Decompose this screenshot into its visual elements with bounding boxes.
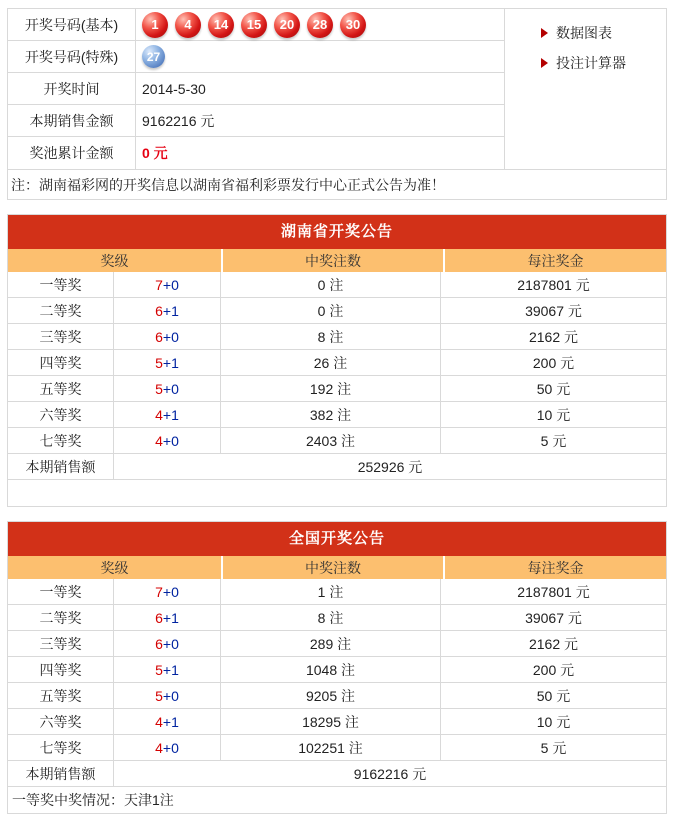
national-table-title: 全国开奖公告 bbox=[8, 522, 666, 556]
combo-plus: +0 bbox=[162, 687, 179, 704]
combo-main: 7 bbox=[155, 276, 163, 293]
combo-plus: +1 bbox=[162, 713, 179, 730]
table-row bbox=[8, 402, 666, 428]
combo-plus: +0 bbox=[162, 635, 179, 652]
combo-main: 4 bbox=[155, 432, 163, 449]
grade-cell: 七等奖 bbox=[8, 735, 114, 760]
sales-amount-label: 本期销售金额 bbox=[8, 105, 136, 136]
combo-cell bbox=[114, 298, 221, 323]
combo-cell bbox=[114, 709, 221, 734]
prize-cell: 200 元 bbox=[532, 661, 575, 678]
grade-cell: 五等奖 bbox=[8, 683, 114, 708]
prize-cell: 2162 元 bbox=[528, 635, 579, 652]
grade-cell: 三等奖 bbox=[8, 631, 114, 656]
red-arrow-icon bbox=[541, 28, 548, 38]
prize-cell: 5 元 bbox=[540, 739, 567, 756]
combo-plus: +1 bbox=[162, 609, 179, 626]
lottery-ball-basic: 20 bbox=[274, 12, 300, 38]
grade-cell: 五等奖 bbox=[8, 376, 114, 401]
data-charts-link[interactable] bbox=[505, 18, 666, 48]
combo-plus: +0 bbox=[162, 276, 179, 293]
column-header-grade: 奖级 bbox=[8, 249, 221, 272]
national-sales-total-row bbox=[8, 761, 666, 787]
draw-info-table bbox=[8, 9, 505, 169]
data-charts-link-label: 数据图表 bbox=[556, 25, 612, 41]
sales-total-label: 本期销售额 bbox=[8, 761, 114, 786]
sales-amount-row bbox=[8, 105, 504, 137]
basic-numbers-row bbox=[8, 9, 504, 41]
table-row bbox=[8, 683, 666, 709]
combo-cell bbox=[114, 605, 221, 630]
count-cell: 8 注 bbox=[221, 324, 441, 349]
combo-plus: +1 bbox=[162, 354, 179, 371]
combo-cell bbox=[114, 428, 221, 453]
count-cell: 382 注 bbox=[221, 402, 441, 427]
prize-cell: 2187801 元 bbox=[517, 276, 590, 293]
table-row bbox=[8, 298, 666, 324]
combo-main: 7 bbox=[155, 583, 163, 600]
table-row bbox=[8, 272, 666, 298]
column-header-count: 中奖注数 bbox=[223, 556, 443, 579]
count-cell: 26 注 bbox=[221, 350, 441, 375]
combo-main: 5 bbox=[155, 380, 163, 397]
hunan-prize-table bbox=[7, 214, 667, 507]
combo-plus: +0 bbox=[162, 739, 179, 756]
lottery-ball-basic: 30 bbox=[340, 12, 366, 38]
combo-plus: +1 bbox=[162, 302, 179, 319]
table-row bbox=[8, 631, 666, 657]
count-cell: 8 注 bbox=[221, 605, 441, 630]
combo-plus: +0 bbox=[162, 432, 179, 449]
prize-pool-label: 奖池累计金额 bbox=[8, 137, 136, 169]
prize-pool-value: 0 元 bbox=[142, 145, 168, 161]
sales-total-value: 252926 元 bbox=[357, 458, 423, 475]
grade-cell: 一等奖 bbox=[8, 579, 114, 604]
table-row bbox=[8, 376, 666, 402]
count-cell: 2403 注 bbox=[221, 428, 441, 453]
special-number-balls bbox=[136, 41, 504, 72]
draw-time-row bbox=[8, 73, 504, 105]
sales-total-label: 本期销售额 bbox=[8, 454, 114, 479]
table-row bbox=[8, 324, 666, 350]
combo-cell bbox=[114, 324, 221, 349]
count-cell: 1048 注 bbox=[221, 657, 441, 682]
combo-main: 4 bbox=[155, 739, 163, 756]
lottery-ball-special: 27 bbox=[142, 45, 165, 68]
table-row bbox=[8, 709, 666, 735]
basic-numbers-label: 开奖号码(基本) bbox=[8, 9, 136, 40]
column-header-prize: 每注奖金 bbox=[445, 249, 666, 272]
combo-main: 4 bbox=[155, 713, 163, 730]
count-cell: 0 注 bbox=[221, 298, 441, 323]
hunan-table-header bbox=[8, 249, 666, 272]
grade-cell: 四等奖 bbox=[8, 657, 114, 682]
lottery-ball-basic: 15 bbox=[241, 12, 267, 38]
combo-cell bbox=[114, 683, 221, 708]
combo-main: 5 bbox=[155, 687, 163, 704]
combo-main: 6 bbox=[155, 302, 163, 319]
combo-plus: +0 bbox=[162, 583, 179, 600]
combo-cell bbox=[114, 402, 221, 427]
lottery-ball-basic: 1 bbox=[142, 12, 168, 38]
combo-cell bbox=[114, 735, 221, 760]
special-number-row bbox=[8, 41, 504, 73]
table-row bbox=[8, 350, 666, 376]
table-row bbox=[8, 579, 666, 605]
hunan-table-footer bbox=[8, 480, 666, 506]
table-row bbox=[8, 657, 666, 683]
grade-cell: 七等奖 bbox=[8, 428, 114, 453]
combo-main: 4 bbox=[155, 406, 163, 423]
prize-cell: 39067 元 bbox=[525, 609, 582, 626]
grade-cell: 四等奖 bbox=[8, 350, 114, 375]
combo-cell bbox=[114, 657, 221, 682]
side-links-panel bbox=[505, 9, 666, 169]
sales-amount-value: 9162216 元 bbox=[142, 112, 215, 129]
prize-cell: 39067 元 bbox=[525, 302, 582, 319]
combo-main: 5 bbox=[155, 354, 163, 371]
combo-plus: +0 bbox=[162, 328, 179, 345]
draw-info-main bbox=[8, 9, 666, 170]
first-prize-winners-note: 一等奖中奖情况：天津1注 bbox=[12, 792, 174, 808]
combo-main: 6 bbox=[155, 609, 163, 626]
grade-cell: 一等奖 bbox=[8, 272, 114, 297]
bet-calculator-link[interactable] bbox=[505, 48, 666, 78]
red-arrow-icon bbox=[541, 58, 548, 68]
prize-pool-row bbox=[8, 137, 504, 169]
combo-cell bbox=[114, 579, 221, 604]
column-header-prize: 每注奖金 bbox=[445, 556, 666, 579]
combo-cell bbox=[114, 631, 221, 656]
prize-cell: 2162 元 bbox=[528, 328, 579, 345]
grade-cell: 二等奖 bbox=[8, 605, 114, 630]
combo-main: 6 bbox=[155, 328, 163, 345]
grade-cell: 六等奖 bbox=[8, 709, 114, 734]
draw-info-box bbox=[7, 8, 667, 200]
national-prize-table bbox=[7, 521, 667, 814]
basic-numbers-balls bbox=[136, 9, 504, 40]
column-header-count: 中奖注数 bbox=[223, 249, 443, 272]
official-note: 注：湖南福彩网的开奖信息以湖南省福利彩票发行中心正式公告为准！ bbox=[11, 176, 445, 193]
count-cell: 18295 注 bbox=[221, 709, 441, 734]
bet-calculator-link-label: 投注计算器 bbox=[556, 55, 626, 71]
combo-cell bbox=[114, 350, 221, 375]
count-cell: 192 注 bbox=[221, 376, 441, 401]
count-cell: 289 注 bbox=[221, 631, 441, 656]
sales-total-value: 9162216 元 bbox=[353, 765, 427, 782]
lottery-ball-basic: 14 bbox=[208, 12, 234, 38]
prize-cell: 10 元 bbox=[536, 406, 571, 423]
lottery-ball-basic: 28 bbox=[307, 12, 333, 38]
combo-cell bbox=[114, 376, 221, 401]
draw-time-label: 开奖时间 bbox=[8, 73, 136, 104]
combo-plus: +1 bbox=[162, 406, 179, 423]
grade-cell: 二等奖 bbox=[8, 298, 114, 323]
hunan-sales-total-row bbox=[8, 454, 666, 480]
count-cell: 0 注 bbox=[221, 272, 441, 297]
prize-cell: 200 元 bbox=[532, 354, 575, 371]
national-table-header bbox=[8, 556, 666, 579]
table-row bbox=[8, 428, 666, 454]
prize-cell: 5 元 bbox=[540, 432, 567, 449]
combo-main: 5 bbox=[155, 661, 163, 678]
draw-time-value: 2014-5-30 bbox=[142, 80, 206, 97]
prize-cell: 50 元 bbox=[536, 380, 571, 397]
combo-main: 6 bbox=[155, 635, 163, 652]
count-cell: 1 注 bbox=[221, 579, 441, 604]
count-cell: 102251 注 bbox=[221, 735, 441, 760]
special-number-label: 开奖号码(特殊) bbox=[8, 41, 136, 72]
table-row bbox=[8, 605, 666, 631]
hunan-table-title: 湖南省开奖公告 bbox=[8, 215, 666, 249]
column-header-grade: 奖级 bbox=[8, 556, 221, 579]
prize-pool-value-wrap bbox=[136, 137, 504, 169]
prize-cell: 2187801 元 bbox=[517, 583, 590, 600]
combo-cell bbox=[114, 272, 221, 297]
prize-cell: 10 元 bbox=[536, 713, 571, 730]
combo-plus: +1 bbox=[162, 661, 179, 678]
prize-cell: 50 元 bbox=[536, 687, 571, 704]
grade-cell: 六等奖 bbox=[8, 402, 114, 427]
lottery-ball-basic: 4 bbox=[175, 12, 201, 38]
count-cell: 9205 注 bbox=[221, 683, 441, 708]
grade-cell: 三等奖 bbox=[8, 324, 114, 349]
combo-plus: +0 bbox=[162, 380, 179, 397]
table-row bbox=[8, 735, 666, 761]
